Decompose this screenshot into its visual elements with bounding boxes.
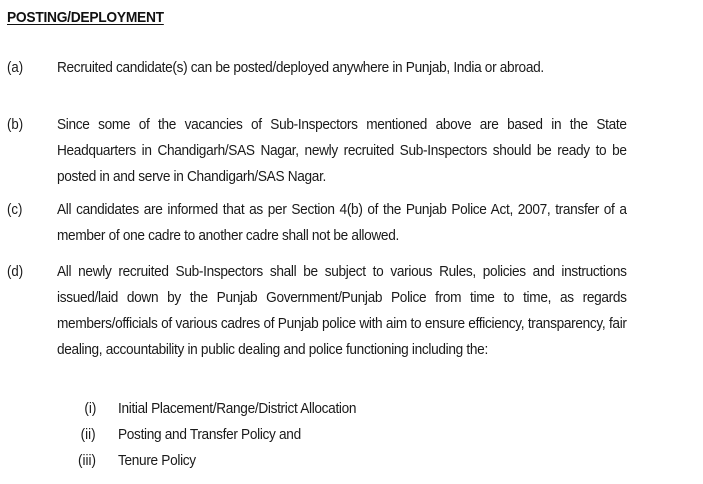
- clause-text: All candidates are informed that as per Section 4(b) of the Punjab Police Act, 2007, transfer of a member of one cadre to another cadre shall not be allowed.: [57, 201, 627, 244]
- section-heading: POSTING/DEPLOYMENT: [7, 9, 164, 26]
- clause-label: (c): [7, 201, 23, 218]
- sublist-item: [0, 396, 703, 422]
- clause-label: (b): [7, 116, 24, 133]
- clause-text: Recruited candidate(s) can be posted/deployed anywhere in Punjab, India or abroad.: [57, 59, 544, 76]
- sublist-number: (ii): [81, 426, 96, 443]
- sublist-item: [0, 422, 703, 448]
- sublist-text: Tenure Policy: [118, 452, 196, 469]
- clause-label: (d): [7, 263, 24, 280]
- sublist-number: (iii): [78, 452, 96, 469]
- clause-label: (a): [7, 59, 24, 76]
- sublist-number: (i): [84, 400, 96, 417]
- clause-text: All newly recruited Sub-Inspectors shall be subject to various Rules, policies and instructions issued/laid down by the Punjab Government/Punjab Police from time to time, as regards members/officials of various cadres of Punjab police with aim to ensure efficiency, transparency, fair dealing, accountability in public dealing and police functioning including the:: [57, 263, 627, 358]
- clause-text: Since some of the vacancies of Sub-Inspectors mentioned above are based in the State Headquarters in Chandigarh/SAS Nagar, newly recruited Sub-Inspectors should be ready to be posted in and serve in Chandigarh/SAS Nagar.: [57, 116, 627, 185]
- sublist-text: Posting and Transfer Policy and: [118, 426, 301, 443]
- clause-d-sublist: [0, 396, 703, 474]
- sublist-item: [0, 448, 703, 474]
- sublist-text: Initial Placement/Range/District Allocation: [118, 400, 357, 417]
